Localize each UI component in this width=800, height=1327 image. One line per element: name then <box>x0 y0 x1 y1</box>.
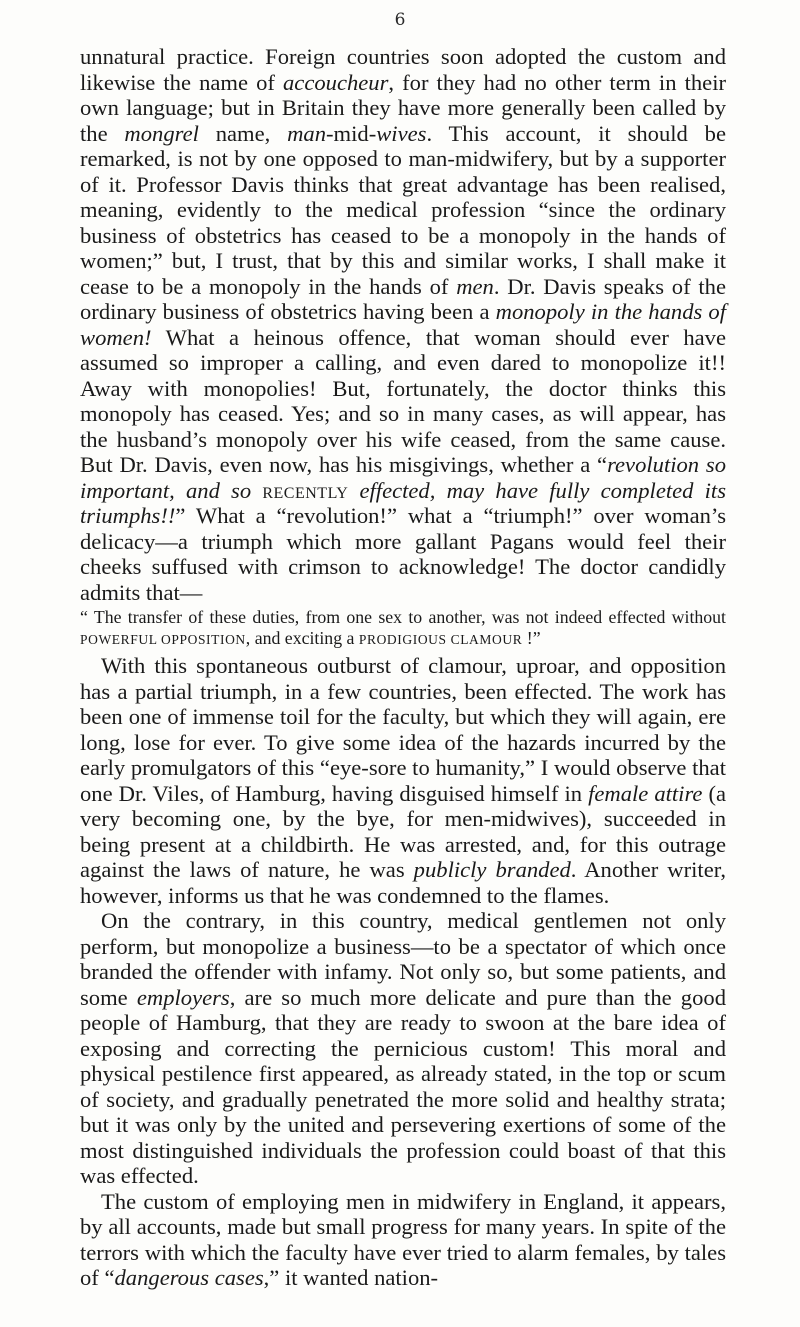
text-run: -mid- <box>326 120 377 146</box>
small-caps-run: recently <box>262 477 349 503</box>
text-run: . Dr. Davis speaks of the ordinary business of obstetrics having been a <box>80 273 726 324</box>
text-run: , are so much more delicate and pure than the good people of Hamburg, that they are ready to swoon at the bare idea of exposing and correcting the pernicious custom! This moral and physical pestilence first appeared, as already stated, in the top or scum of society, and gradually penetrated the more solid and healthy strata; but it was only by the united and persevering exertions of some of the most distinguished individuals the profession could boast of that this was effected. <box>80 984 726 1188</box>
italic-run: effected, may have fully completed its triumphs!! <box>80 477 726 528</box>
text-run: . This account, it should be remarked, is not by one opposed to man-midwifery, but by a supporter of it. Professor Davis thinks that great advantage has been realised, meaning, evidently to the medical profession “since the ordinary business of obstetrics has ceased to be a monopoly in the hands of women;” but, I trust, that by this and similar works, I shall make it cease to be a monopoly in the hands of <box>80 120 726 299</box>
small-caps-run: PRODIGIOUS CLAMOUR <box>358 632 523 647</box>
italic-run: revolution so important, and so <box>80 452 726 503</box>
text-run: What a heinous offence, that woman should ever have assumed so improper a calling, and even dared to monopolize it!! Away with monopolies! But, fortunately, the doctor thinks this monopoly has ceased. Yes; and so in many cases, as will appear, has the husband’s monopoly over his wife ceased, from the same cause. But Dr. Davis, even now, has his misgivings, whether a “ <box>80 324 726 477</box>
text-run: The custom of employing men in midwifery in England, it appears, by all accounts, made but small progress for many years. In spite of the terrors with which the faculty have ever tried to alarm females, by tales of “ <box>80 1188 726 1290</box>
text-run: . Another writer, however, informs us that he was condemned to the flames. <box>80 857 727 908</box>
italic-run: accoucheur <box>283 69 389 95</box>
italic-run: men <box>456 273 494 299</box>
italic-run: mongrel <box>124 120 199 146</box>
text-run: ,” it wanted nation- <box>263 1265 439 1290</box>
text-run: name, <box>198 120 288 146</box>
text-run: “ The transfer of these duties, from one sex to another, was not indeed effected without <box>80 607 726 627</box>
block-quote <box>80 607 726 650</box>
italic-run: publicly branded <box>413 857 571 882</box>
text-run: With this spontaneous outburst of clamour, uproar, and opposition has a partial triumph, in a few countries, been effected. The work has been one of immense toil for the faculty, but which they will again, ere long, lose for ever. To give some idea of the hazards incurred by the early promulgators of this “eye-sore to humanity,” I would observe that one Dr. Viles, of Hamburg, having disguised himself in <box>80 653 726 806</box>
paragraph-2 <box>80 653 726 908</box>
italic-run: man <box>287 120 327 146</box>
paragraph-4 <box>80 1189 726 1291</box>
text-run: (a very becoming one, by the bye, for men-midwives), succeeded in being present at a childbirth. He was arrested, and, for this outrage against the laws of nature, he was <box>80 780 726 882</box>
text-run: ” What a “revolution!” what a “triumph!” over woman’s delicacy—a triumph which more gallant Pagans would feel their cheeks suffused with crimson to acknowledge! The doctor candidly admits that— <box>80 503 726 605</box>
text-run: On the contrary, in this country, medical gentlemen not only perform, but monopolize a business—to be a spectator of which once branded the offender with infamy. Not only so, but some patients, and some <box>80 908 726 1010</box>
small-caps-run: POWERFUL OPPOSITION <box>80 632 246 647</box>
body-text <box>80 44 726 1291</box>
paragraph-3 <box>80 908 726 1189</box>
text-run: , for they had no other term in their own language; but in Britain they have more generally been called by the <box>80 69 726 146</box>
italic-run: employers <box>136 984 230 1010</box>
italic-run: female attire <box>588 780 703 806</box>
italic-run: wives <box>376 120 427 146</box>
text-run: !” <box>522 628 541 648</box>
italic-run: dangerous cases <box>114 1265 264 1290</box>
italic-run: monopoly in the hands of women! <box>80 299 726 350</box>
page-number: 6 <box>394 10 406 30</box>
text-run: unnatural practice. Foreign countries soon adopted the custom and likewise the name of <box>80 44 726 95</box>
paragraph-1 <box>80 44 726 605</box>
text-run: , and exciting a <box>245 628 359 648</box>
